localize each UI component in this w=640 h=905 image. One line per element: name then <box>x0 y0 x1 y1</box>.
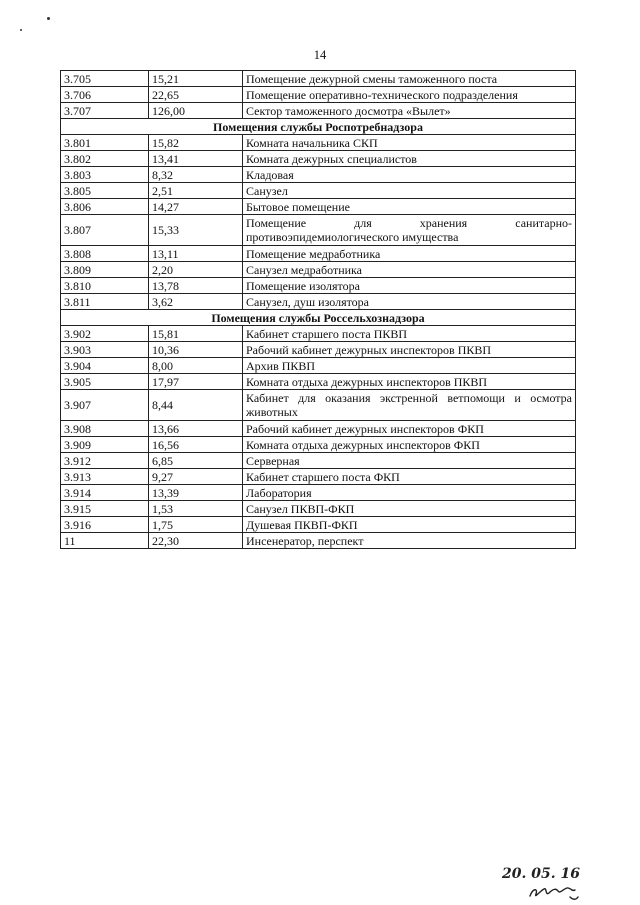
room-area-cell: 2,51 <box>149 183 243 199</box>
room-number-cell: 3.706 <box>61 87 149 103</box>
section-title: Помещения службы Роспотребнадзора <box>61 119 576 135</box>
room-name-cell: Архив ПКВП <box>243 358 576 374</box>
room-name-cell: Санузел <box>243 183 576 199</box>
room-number-cell: 3.802 <box>61 151 149 167</box>
room-number-cell: 3.705 <box>61 71 149 87</box>
room-name-cell: Помещение дежурной смены таможенного поста <box>243 71 576 87</box>
room-number-cell: 3.805 <box>61 183 149 199</box>
room-area-cell: 15,33 <box>149 215 243 246</box>
room-number-cell: 3.905 <box>61 374 149 390</box>
table-row <box>61 533 576 549</box>
scan-speck <box>47 17 50 20</box>
room-area-cell: 22,65 <box>149 87 243 103</box>
table-row <box>61 517 576 533</box>
table-row <box>61 453 576 469</box>
room-name-cell: Помещение оперативно-технического подразделения <box>243 87 576 103</box>
room-number-cell: 3.806 <box>61 199 149 215</box>
room-number-cell: 3.908 <box>61 421 149 437</box>
table-row <box>61 358 576 374</box>
room-number-cell: 3.916 <box>61 517 149 533</box>
room-number-cell: 3.903 <box>61 342 149 358</box>
room-number-cell: 3.810 <box>61 278 149 294</box>
room-name-cell: Кабинет для оказания экстренной ветпомощи и осмотра животных <box>243 390 576 421</box>
room-name-cell: Инсенератор, перспект <box>243 533 576 549</box>
table-row <box>61 326 576 342</box>
room-area-cell: 13,39 <box>149 485 243 501</box>
table-row <box>61 167 576 183</box>
table-row <box>61 278 576 294</box>
room-number-cell: 3.809 <box>61 262 149 278</box>
table-row <box>61 103 576 119</box>
room-area-cell: 13,66 <box>149 421 243 437</box>
room-area-cell: 8,00 <box>149 358 243 374</box>
table-row <box>61 469 576 485</box>
room-number-cell: 3.811 <box>61 294 149 310</box>
room-name-cell: Кабинет старшего поста ПКВП <box>243 326 576 342</box>
room-area-cell: 1,53 <box>149 501 243 517</box>
room-area-cell: 13,78 <box>149 278 243 294</box>
room-name-cell: Комната дежурных специалистов <box>243 151 576 167</box>
room-area-cell: 17,97 <box>149 374 243 390</box>
room-area-cell: 16,56 <box>149 437 243 453</box>
room-area-cell: 13,11 <box>149 246 243 262</box>
table-row <box>61 151 576 167</box>
room-area-cell: 15,81 <box>149 326 243 342</box>
table-row <box>61 246 576 262</box>
room-name-cell: Санузел ПКВП-ФКП <box>243 501 576 517</box>
room-number-cell: 3.907 <box>61 390 149 421</box>
room-area-cell: 126,00 <box>149 103 243 119</box>
room-number-cell: 11 <box>61 533 149 549</box>
table-row <box>61 485 576 501</box>
rooms-table <box>60 70 576 549</box>
table-row <box>61 294 576 310</box>
table-row <box>61 342 576 358</box>
room-name-cell: Кладовая <box>243 167 576 183</box>
room-name-cell: Бытовое помещение <box>243 199 576 215</box>
room-area-cell: 8,44 <box>149 390 243 421</box>
room-area-cell: 9,27 <box>149 469 243 485</box>
room-area-cell: 6,85 <box>149 453 243 469</box>
table-row <box>61 199 576 215</box>
room-number-cell: 3.913 <box>61 469 149 485</box>
page-number: 14 <box>313 48 327 62</box>
room-number-cell: 3.807 <box>61 215 149 246</box>
room-area-cell: 1,75 <box>149 517 243 533</box>
room-number-cell: 3.912 <box>61 453 149 469</box>
room-number-cell: 3.808 <box>61 246 149 262</box>
handwritten-date: 20. 05. 16 <box>502 866 580 882</box>
room-area-cell: 2,20 <box>149 262 243 278</box>
room-area-cell: 22,30 <box>149 533 243 549</box>
table-row <box>61 183 576 199</box>
room-area-cell: 3,62 <box>149 294 243 310</box>
signature-scribble <box>530 888 578 899</box>
room-area-cell: 14,27 <box>149 199 243 215</box>
room-name-cell: Рабочий кабинет дежурных инспекторов ПКВП <box>243 342 576 358</box>
table-row <box>61 501 576 517</box>
room-name-cell: Помещение изолятора <box>243 278 576 294</box>
room-number-cell: 3.915 <box>61 501 149 517</box>
room-name-cell: Комната отдыха дежурных инспекторов ПКВП <box>243 374 576 390</box>
table-row <box>61 390 576 421</box>
room-number-cell: 3.801 <box>61 135 149 151</box>
section-title: Помещения службы Россельхознадзора <box>61 310 576 326</box>
room-name-cell: Душевая ПКВП-ФКП <box>243 517 576 533</box>
table-row <box>61 437 576 453</box>
table-row <box>61 87 576 103</box>
room-name-cell: Лаборатория <box>243 485 576 501</box>
table-row <box>61 374 576 390</box>
room-area-cell: 10,36 <box>149 342 243 358</box>
table-row <box>61 135 576 151</box>
rooms-table-body <box>61 71 576 549</box>
room-area-cell: 15,82 <box>149 135 243 151</box>
room-number-cell: 3.707 <box>61 103 149 119</box>
room-name-cell: Рабочий кабинет дежурных инспекторов ФКП <box>243 421 576 437</box>
room-name-cell: Помещение медработника <box>243 246 576 262</box>
scan-speck <box>20 29 22 31</box>
table-row <box>61 215 576 246</box>
room-name-cell: Санузел, душ изолятора <box>243 294 576 310</box>
room-number-cell: 3.909 <box>61 437 149 453</box>
section-header-row <box>61 119 576 135</box>
room-area-cell: 8,32 <box>149 167 243 183</box>
table-row <box>61 421 576 437</box>
table-row <box>61 262 576 278</box>
room-number-cell: 3.803 <box>61 167 149 183</box>
room-name-cell: Санузел медработника <box>243 262 576 278</box>
room-area-cell: 15,21 <box>149 71 243 87</box>
room-name-cell: Комната начальника СКП <box>243 135 576 151</box>
room-area-cell: 13,41 <box>149 151 243 167</box>
table-row <box>61 71 576 87</box>
room-name-cell: Помещение для хранения санитарно-противоэпидемиологического имущества <box>243 215 576 246</box>
room-name-cell: Кабинет старшего поста ФКП <box>243 469 576 485</box>
handwritten-date-signature <box>500 858 610 903</box>
room-name-cell: Комната отдыха дежурных инспекторов ФКП <box>243 437 576 453</box>
room-number-cell: 3.902 <box>61 326 149 342</box>
room-name-cell: Серверная <box>243 453 576 469</box>
room-number-cell: 3.904 <box>61 358 149 374</box>
room-number-cell: 3.914 <box>61 485 149 501</box>
section-header-row <box>61 310 576 326</box>
room-name-cell: Сектор таможенного досмотра «Вылет» <box>243 103 576 119</box>
